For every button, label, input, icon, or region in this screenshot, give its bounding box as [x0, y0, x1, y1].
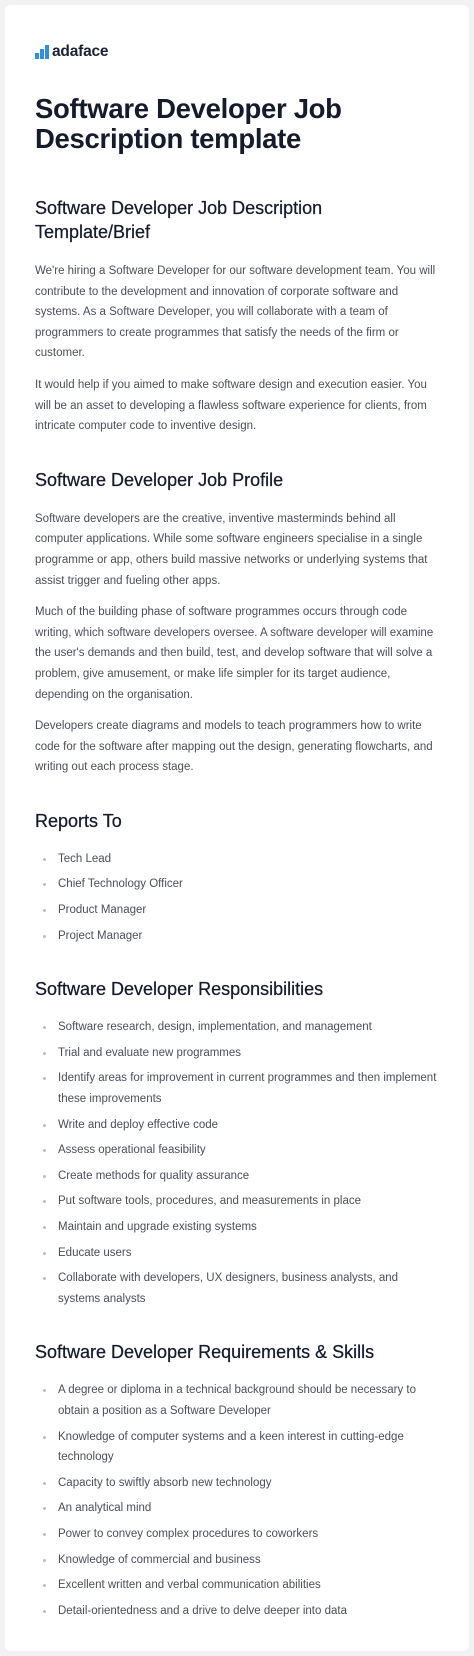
section-heading-reports-to: Reports To	[35, 810, 122, 831]
list-item: Maintain and upgrade existing systems	[35, 1217, 439, 1238]
list-item: Trial and evaluate new programmes	[35, 1043, 439, 1064]
list-item: Excellent written and verbal communication abilities	[35, 1575, 439, 1596]
brand-name: adaface	[52, 43, 109, 60]
list-item: An analytical mind	[35, 1498, 439, 1519]
list-item: Detail-orientedness and a drive to delve deeper into data	[35, 1601, 439, 1622]
list-item: A degree or diploma in a technical background should be necessary to obtain a position as a Software Developer	[35, 1380, 439, 1421]
section-heading-requirements: Software Developer Requirements & Skills	[35, 1342, 375, 1363]
list-item: Power to convey complex procedures to coworkers	[35, 1524, 439, 1545]
list-item: Create methods for quality assurance	[35, 1166, 439, 1187]
paragraph: It would help if you aimed to make software design and execution easier. You will be an asset to developing a flawless software experience for clients, from intricate computer code to inventive design.	[35, 378, 427, 433]
content-card	[5, 5, 469, 1651]
section-heading-responsibilities: Software Developer Responsibilities	[35, 979, 324, 1000]
paragraph: Software developers are the creative, inventive masterminds behind all computer applications. While some software engineers specialise in a single programme or app, others build massive networks or underlying systems that assist trigger and fueling other apps.	[35, 512, 428, 587]
list-item: Educate users	[35, 1243, 439, 1264]
list-item: Put software tools, procedures, and measurements in place	[35, 1191, 439, 1212]
list-item: Tech Lead	[35, 849, 439, 870]
section-heading-job-profile: Software Developer Job Profile	[35, 469, 284, 490]
adaface-logo[interactable]	[35, 41, 439, 63]
list-item: Project Manager	[35, 926, 439, 947]
list-item: Knowledge of commercial and business	[35, 1550, 439, 1571]
paragraph: Developers create diagrams and models to teach programmers how to write code for the software after mapping out the design, generating flowcharts, and writing out each process stage.	[35, 720, 433, 774]
list-item: Write and deploy effective code	[35, 1115, 439, 1136]
adaface-logo-icon	[35, 45, 49, 59]
requirements-list	[35, 1380, 439, 1621]
list-item: Chief Technology Officer	[35, 874, 439, 895]
page-title: Software Developer Job Description template	[35, 93, 342, 154]
list-item: Assess operational feasibility	[35, 1140, 439, 1161]
responsibilities-list	[35, 1017, 439, 1309]
list-item: Collaborate with developers, UX designers, business analysts, and systems analysts	[35, 1268, 439, 1309]
list-item: Knowledge of computer systems and a keen interest in cutting-edge technology	[35, 1427, 439, 1468]
list-item: Product Manager	[35, 900, 439, 921]
section-heading-brief: Software Developer Job Description Template/Brief	[35, 198, 323, 242]
article	[5, 5, 469, 1621]
paragraph: We're hiring a Software Developer for our software development team. You will contribute to the development and innovation of corporate software and systems. As a Software Developer, you will collaborate with a team of programmers to create programmes that satisfy the needs of the firm or customer.	[35, 265, 436, 360]
paragraph: Much of the building phase of software programmes occurs through code writing, which software developers oversee. A software developer will examine the user's demands and then build, test, and develop software that will solve a problem, give amusement, or make life simpler for its target audience, depending on the organisation.	[35, 606, 434, 701]
list-item: Software research, design, implementation, and management	[35, 1017, 439, 1038]
list-item: Identify areas for improvement in current programmes and then implement these improvements	[35, 1068, 439, 1109]
list-item: Capacity to swiftly absorb new technology	[35, 1473, 439, 1494]
reports-to-list	[35, 849, 439, 946]
